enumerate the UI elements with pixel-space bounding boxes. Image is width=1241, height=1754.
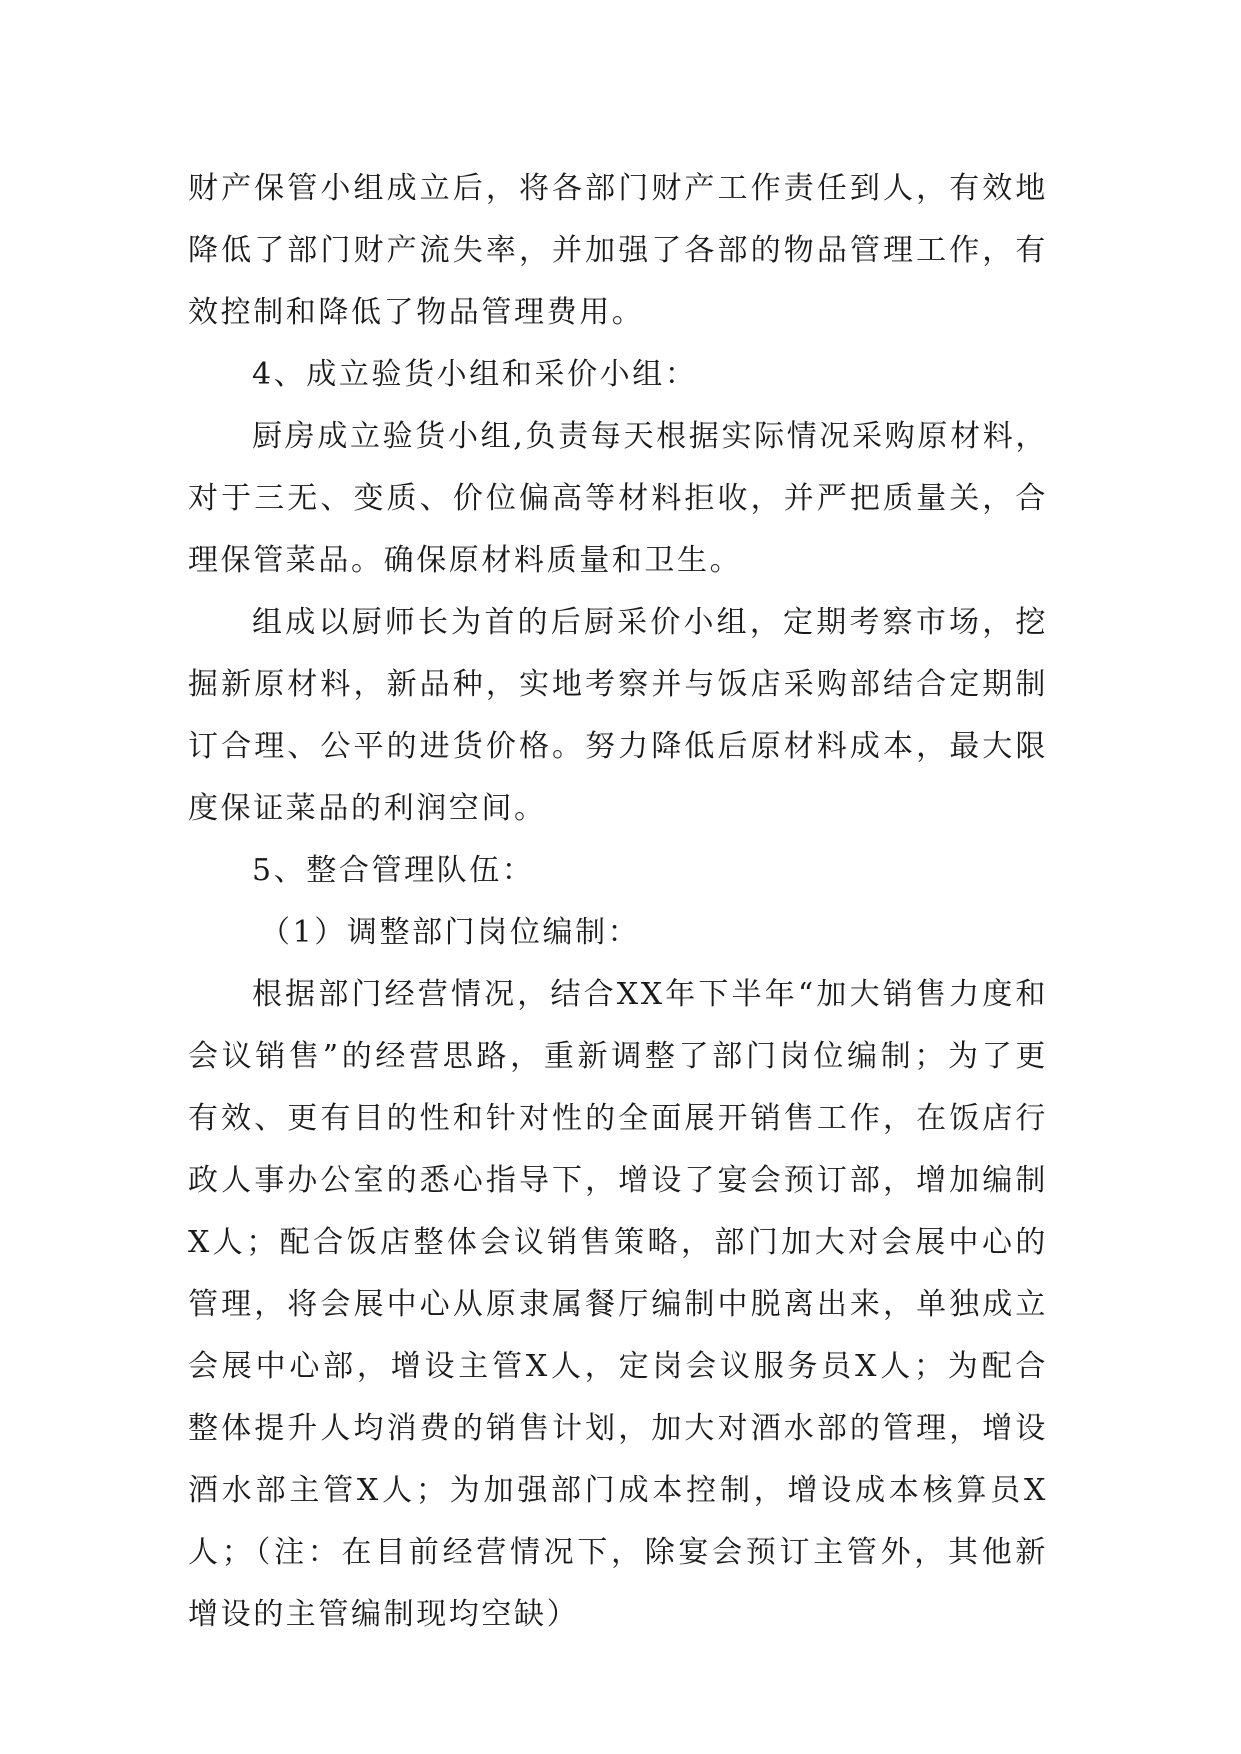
heading-management-team: 5、整合管理队伍： (252, 853, 535, 888)
paragraph-pricing-group: 组成以厨师长为首的后厨采价小组，定期考察市场，挖掘新原材料，新品种，实地考察并与饭店采购部结合定期制订合理、公平的进货价格。努力降低后原材料成本，最大限度保证菜品的利润空间。 (188, 605, 1048, 826)
paragraph-staffing-details: 根据部门经营情况，结合XX年下半年“加大销售力度和会议销售”的经营思路，重新调整了部门岗位编制；为了更有效、更有目的性和针对性的全面展开销售工作，在饭店行政人事办公室的悉心指导下，增设了宴会预订部，增加编制X人；配合饭店整体会议销售策略，部门加大对会展中心的管理，将会展中心从原隶属餐厅编制中脱离出来，单独成立会展中心部，增设主管X人，定岗会议服务员X人；为配合整体提升人均消费的销售计划，加大对酒水部的管理，增设酒水部主管X人；为加强部门成本控制，增设成本核算员X人；（注：在目前经营情况下，除宴会预订主管外，其他新增设的主管编制现均空缺） (188, 977, 1048, 1632)
subheading-staffing-adjustment: （1）调整部门岗位编制： (260, 915, 641, 950)
heading-inspection-pricing-groups: 4、成立验货小组和采价小组： (252, 357, 698, 392)
document-body (188, 158, 1048, 1646)
paragraph-property-custody: 财产保管小组成立后，将各部门财产工作责任到人，有效地降低了部门财产流失率，并加强了各部的物品管理工作，有效控制和降低了物品管理费用。 (188, 171, 1048, 330)
paragraph-inspection-group: 厨房成立验货小组,负责每天根据实际情况采购原材料，对于三无、变质、价位偏高等材料拒收，并严把质量关，合理保管菜品。确保原材料质量和卫生。 (188, 419, 1048, 578)
